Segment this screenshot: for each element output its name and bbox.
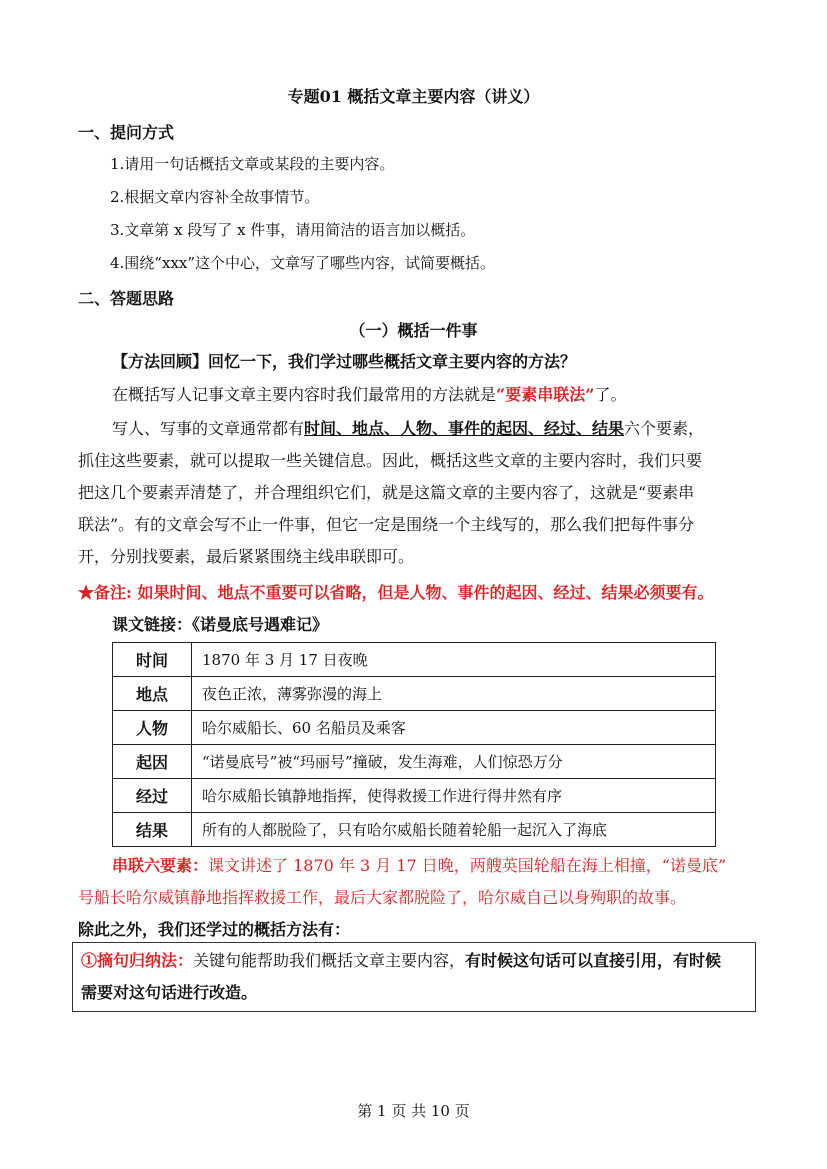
list-item: 4.围绕“xxx”这个中心，文章写了哪些内容，试简要概括。: [110, 254, 496, 272]
table-row: [113, 745, 716, 779]
text: 在概括写人记事文章主要内容时我们最常用的方法就是: [112, 385, 497, 404]
subheading-summarize-one-event: （一）概括一件事: [349, 321, 478, 340]
table-row: [113, 813, 716, 847]
list-item: 3.文章第 x 段写了 x 件事，请用简洁的语言加以概括。: [110, 221, 476, 239]
table-cell-value: 哈尔威船长镇静地指挥，使得救援工作进行得井然有序: [192, 779, 716, 813]
underlined-elements: 时间、地点、人物、事件的起因、经过、结果: [304, 419, 625, 438]
text: 关键句能帮助我们概括文章主要内容，: [193, 951, 466, 970]
method-review: 【方法回顾】回忆一下，我们学过哪些概括文章主要内容的方法？: [112, 352, 577, 371]
chain-summary-line1: [112, 850, 782, 881]
chain-label: 串联六要素：: [112, 856, 209, 875]
paragraph-line: 开，分别找要素，最后紧紧围绕主线串联即可。: [78, 547, 415, 566]
highlight-method-name: “要素串联法”: [496, 385, 595, 404]
table-cell-key: 起因: [113, 745, 192, 779]
box-line2: 需要对这句话进行改造。: [81, 983, 258, 1002]
story-elements-table: [112, 642, 716, 847]
text-link-label: 课文链接：《诺曼底号遇难记》: [112, 615, 329, 634]
section-heading-question-types: 一、提问方式: [78, 123, 175, 142]
list-item: 1.请用一句话概括文章或某段的主要内容。: [110, 155, 395, 173]
table-cell-key: 地点: [113, 677, 192, 711]
table-cell-value: 夜色正浓，薄雾弥漫的海上: [192, 677, 716, 711]
chain-summary-line2: 号船长哈尔威镇静地指挥救援工作，最后大家都脱险了，哈尔威自己以身殉职的故事。: [78, 888, 687, 907]
page-footer: 第 1 页 共 10 页: [357, 1102, 470, 1120]
table-cell-value: 所有的人都脱险了，只有哈尔威船长随着轮船一起沉入了海底: [192, 813, 716, 847]
text: 了。: [594, 385, 627, 404]
section-heading-answer-approach: 二、答题思路: [78, 289, 175, 308]
paragraph-elements-line1: [112, 413, 782, 444]
paragraph-line: 联法”。有的文章会写不止一件事，但它一定是围绕一个主线写的，那么我们把每件事分: [78, 515, 695, 534]
paragraph-method: [112, 379, 782, 410]
box-line1: [81, 945, 751, 976]
table-row: [113, 643, 716, 677]
paragraph-line: 把这几个要素弄清楚了，并合理组织它们，就是这篇文章的主要内容了，这就是“要素串: [78, 483, 695, 502]
table-cell-value: “诺曼底号”被“玛丽号”撞破，发生海难，人们惊恐万分: [192, 745, 716, 779]
text: 有时候这句话可以直接引用，有时候: [465, 951, 722, 970]
text: 写人、写事的文章通常都有: [112, 419, 305, 438]
table-row: [113, 677, 716, 711]
table-cell-key: 时间: [113, 643, 192, 677]
text: 六个要素，: [624, 419, 705, 438]
paragraph-line: 抓住这些要素，就可以提取一些关键信息。因此，概括这些文章的主要内容时，我们只要: [78, 451, 703, 470]
note-text: ★备注: 如果时间、地点不重要可以省略，但是人物、事件的起因、经过、结果必须要有。: [78, 583, 714, 602]
page-title: 专题01 概括文章主要内容（讲义）: [287, 87, 540, 106]
table-cell-key: 人物: [113, 711, 192, 745]
besides-text: 除此之外，我们还学过的概括方法有：: [78, 920, 351, 939]
list-item: 2.根据文章内容补全故事情节。: [110, 188, 320, 206]
table-row: [113, 711, 716, 745]
table-cell-value: 哈尔威船长、60 名船员及乘客: [192, 711, 716, 745]
box-label: ①摘句归纳法：: [81, 951, 194, 970]
table-cell-value: 1870 年 3 月 17 日夜晚: [192, 643, 716, 677]
table-cell-key: 结果: [113, 813, 192, 847]
table-row: [113, 779, 716, 813]
table-cell-key: 经过: [113, 779, 192, 813]
text: 课文讲述了 1870 年 3 月 17 日晚，两艘英国轮船在海上相撞，“诺曼底”: [208, 856, 727, 875]
method-box: [72, 942, 756, 1012]
